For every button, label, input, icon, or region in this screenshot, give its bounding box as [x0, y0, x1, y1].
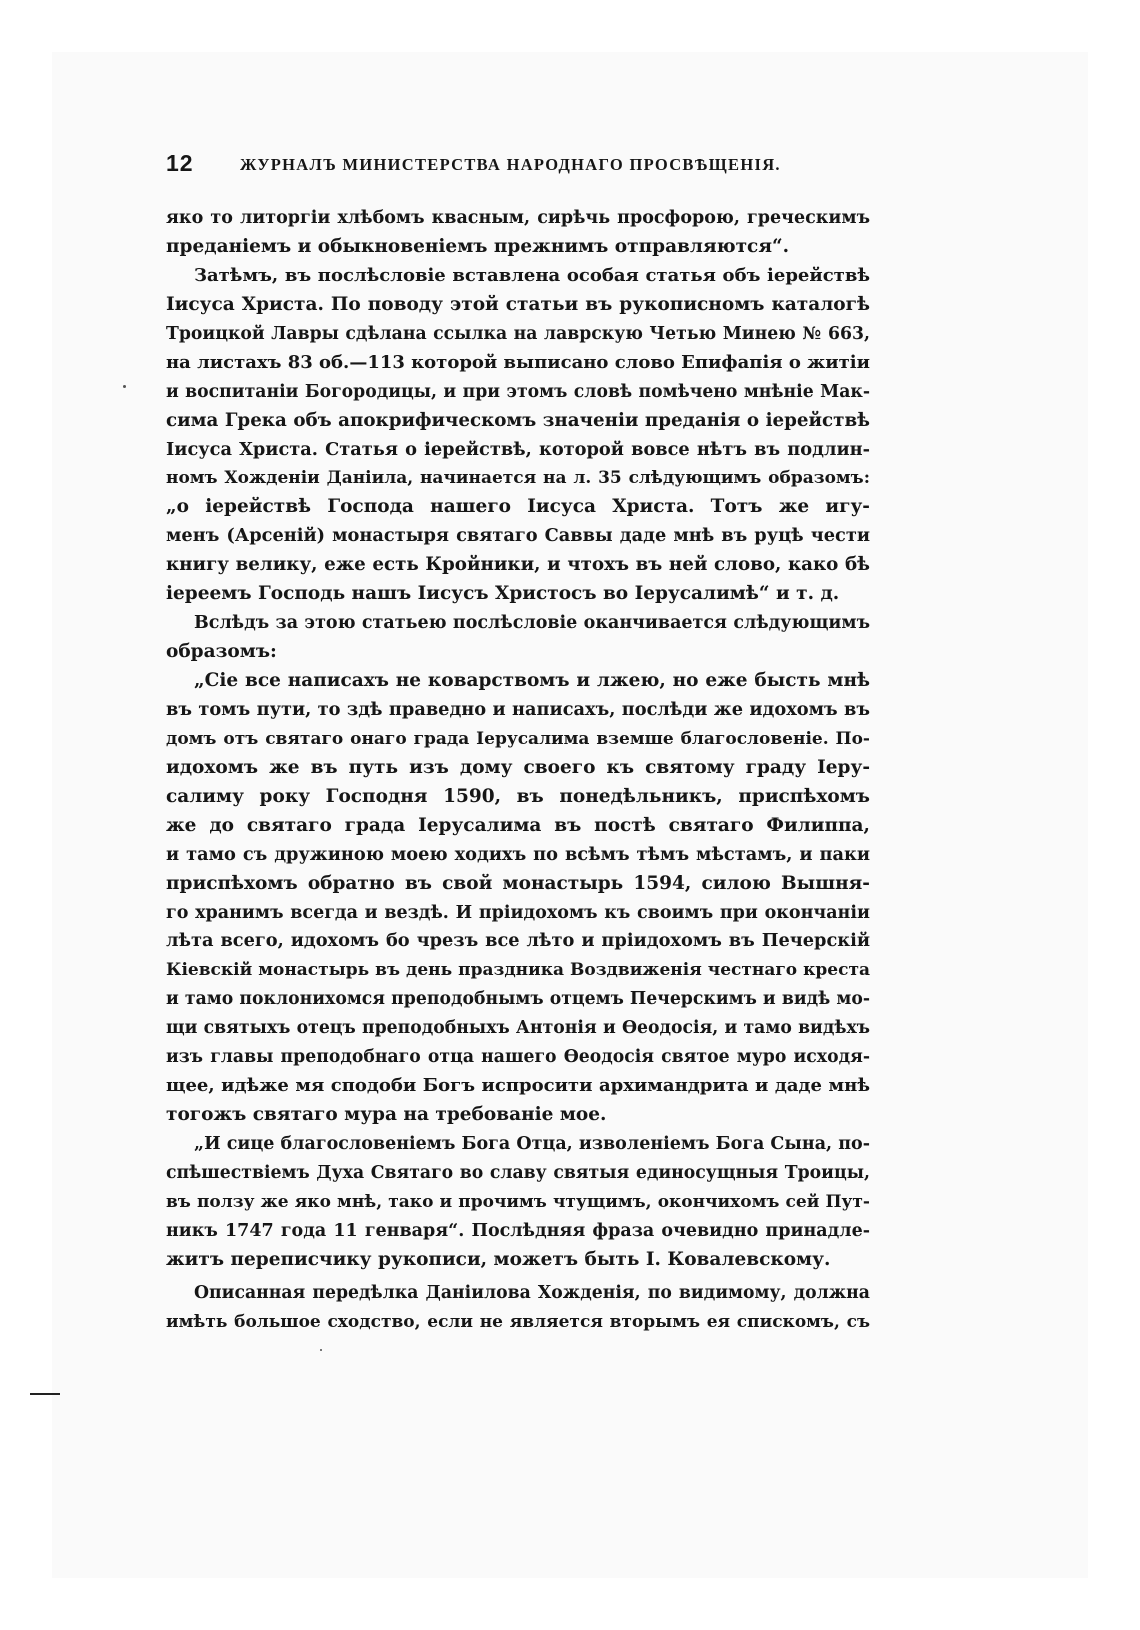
- text-line: іереемъ Господь нашъ Іисусъ Христосъ во Іерусалимѣ“ и т. д.: [166, 583, 840, 605]
- text-line: тогожъ святаго мура на требованіе мое.: [166, 1104, 607, 1126]
- margin-dash: [30, 1393, 60, 1395]
- text-line: идохомъ же въ путь изъ дому своего къ святому граду Іеру-: [166, 756, 870, 778]
- text-line: „Сіе все написахъ не коварствомъ и лжею, но еже бысть мнѣ: [194, 670, 870, 691]
- text-line: го хранимъ всегда и вездѣ. И пріидохомъ къ своимъ при окончаніи: [166, 902, 870, 923]
- text-line: Кіевскій монастырь въ день праздника Воздвиженія честнаго креста: [166, 960, 870, 981]
- text-line: Іисуса Христа. По поводу этой статьи въ рукописномъ каталогѣ: [166, 293, 870, 315]
- text-line: щее, идѣже мя сподоби Богъ испросити архимандрита и даде мнѣ: [166, 1075, 870, 1097]
- text-line: приспѣхомъ обратно въ свой монастырь 1594, силою Вышня-: [166, 872, 870, 894]
- text-line: житъ переписчику рукописи, можетъ быть І. Ковалевскому.: [166, 1248, 831, 1270]
- body-text: [166, 204, 870, 1337]
- text-line: спѣшествіемъ Духа Святаго во славу святыя единосущныя Троицы,: [166, 1162, 870, 1183]
- paper-speck: [320, 1349, 322, 1351]
- running-title: ЖУРНАЛЪ МИНИСТЕРСТВА НАРОДНАГО ПРОСВѢЩЕНІЯ.: [240, 155, 781, 174]
- text-line: Іисуса Христа. Статья о іерействѣ, которой вовсе нѣтъ въ подлин-: [166, 438, 870, 460]
- text-line: „И сице благословеніемъ Бога Отца, изволеніемъ Бога Сына, по-: [194, 1134, 870, 1154]
- text-line: щи святыхъ отецъ преподобныхъ Антонія и Ѳеодосія, и тамо видѣхъ: [166, 1018, 870, 1039]
- text-line: Описанная передѣлка Даніилова Хожденія, по видимому, должна: [194, 1282, 870, 1303]
- page-header: [166, 150, 866, 184]
- text-line: на листахъ 83 об.—113 которой выписано слово Епифапія о житіи: [166, 351, 870, 373]
- text-line: сима Грека объ апокрифическомъ значеніи преданія о іерействѣ: [166, 409, 870, 431]
- text-line: лѣта всего, идохомъ бо чрезъ все лѣто и пріидохомъ въ Печерскій: [166, 930, 870, 952]
- text-line: въ томъ пути, то здѣ праведно и написахъ, послѣди же идохомъ въ: [166, 698, 870, 720]
- margin-mark: [123, 385, 126, 388]
- text-line: и воспитаніи Богородицы, и при этомъ словѣ помѣчено мнѣніе Мак-: [166, 381, 870, 402]
- text-line: домъ отъ святаго онаго града Іерусалима вземше благословеніе. По-: [166, 728, 870, 749]
- text-line: менъ (Арсеній) монастыря святаго Саввы даде мнѣ въ руцѣ чести: [166, 525, 870, 547]
- text-line: номъ Хожденіи Даніила, начинается на л. 35 слѣдующимъ образомъ:: [166, 468, 870, 489]
- text-line: преданіемъ и обыкновеніемъ прежнимъ отправляются“.: [166, 235, 790, 257]
- text-line: же до святаго града Іерусалима въ постѣ святаго Филиппа,: [166, 814, 870, 836]
- text-line: изъ главы преподобнаго отца нашего Ѳеодосія святое муро исходя-: [166, 1047, 870, 1068]
- text-line: образомъ:: [166, 641, 277, 663]
- text-line: яко то литоргіи хлѣбомъ квасным, сирѣчь просфорою, греческимъ: [166, 208, 870, 228]
- text-line: въ ползу же яко мнѣ, тако и прочимъ чтущимъ, окончихомъ сей Пут-: [166, 1191, 870, 1212]
- text-line: никъ 1747 года 11 генваря“. Послѣдняя фраза очевидно принадле-: [166, 1220, 870, 1241]
- text-line: „о іерействѣ Господа нашего Іисуса Христа. Тотъ же игу-: [166, 496, 870, 518]
- text-line: Затѣмъ, въ послѣсловіе вставлена особая статья объ іерействѣ: [194, 264, 870, 286]
- text-line: и тамо поклонихомся преподобнымъ отцемъ Печерскимъ и видѣ мо-: [166, 989, 870, 1010]
- text-line: салиму року Господня 1590, въ понедѣльникъ, приспѣхомъ: [166, 785, 870, 807]
- text-line: Вслѣдъ за этою статьею послѣсловіе оканчивается слѣдующимъ: [194, 613, 870, 634]
- text-line: Троицкой Лавры сдѣлана ссылка на лаврскую Четью Минею № 663,: [166, 323, 870, 344]
- text-line: и тамо съ дружиною моею ходихъ по всѣмъ тѣмъ мѣстамъ, и паки: [166, 843, 870, 865]
- text-line: имѣть большое сходство, если не является вторымъ ея спискомъ, съ: [166, 1311, 870, 1332]
- text-line: книгу велику, еже есть Кройники, и чтохъ въ ней слово, како бѣ: [166, 554, 870, 576]
- page-number: 12: [166, 150, 194, 176]
